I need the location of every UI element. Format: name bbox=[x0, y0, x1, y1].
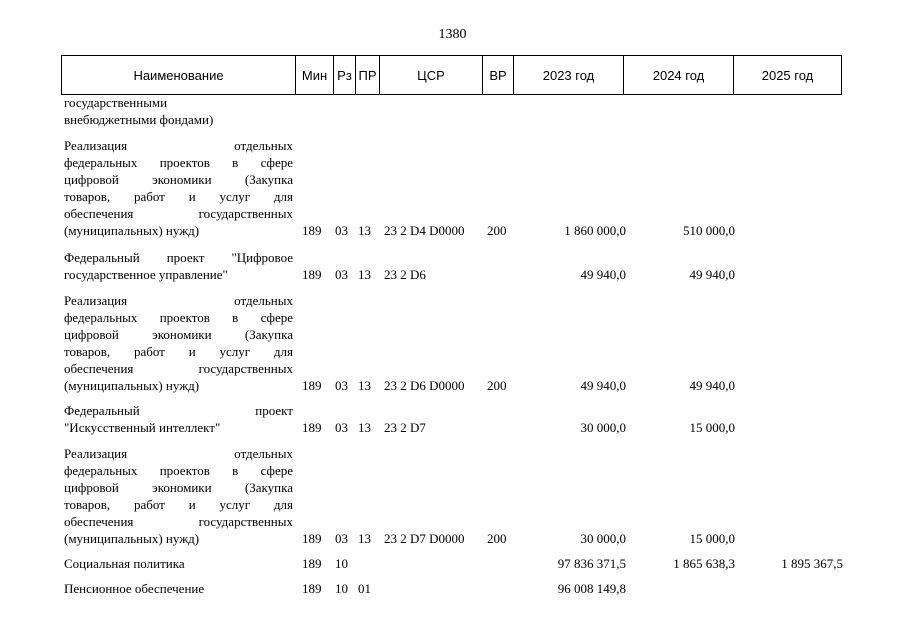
page-number: 1380 bbox=[438, 27, 467, 42]
cell-y2024: 49 940,0 bbox=[689, 378, 735, 393]
cell-vr: 200 bbox=[487, 378, 507, 393]
row-name-line: обеспечения государственных bbox=[64, 206, 293, 221]
row-name bbox=[64, 292, 293, 394]
row-name-line: товаров, работ и услуг для bbox=[64, 189, 293, 204]
header-2023: 2023 год bbox=[514, 56, 624, 94]
header-2025: 2025 год bbox=[761, 67, 814, 83]
row-name-line: (муниципальных) нужд) bbox=[64, 378, 200, 393]
row-name-line: федеральных проектов в сфере bbox=[64, 155, 293, 170]
header-name: Наименование bbox=[62, 56, 296, 94]
cell-csr: 23 2 D7 D0000 bbox=[384, 531, 465, 546]
row-name-line: Социальная политика bbox=[64, 556, 185, 571]
cell-rz: 03 bbox=[335, 267, 348, 282]
cell-pr: 13 bbox=[358, 378, 371, 393]
row-name-line: обеспечения государственных bbox=[64, 514, 293, 529]
row-name-line: товаров, работ и услуг для bbox=[64, 497, 293, 512]
cell-csr: 23 2 D6 bbox=[384, 267, 426, 282]
header-min: Мин bbox=[296, 56, 334, 94]
row-name bbox=[64, 580, 293, 597]
cell-y2024: 15 000,0 bbox=[689, 420, 735, 435]
cell-min: 189 bbox=[302, 581, 322, 596]
cell-y2023: 30 000,0 bbox=[580, 420, 626, 435]
cell-pr: 13 bbox=[358, 267, 371, 282]
cell-min: 189 bbox=[302, 556, 322, 571]
header-vr: ВР bbox=[483, 56, 514, 94]
row-name bbox=[64, 402, 293, 436]
row-name-line: (муниципальных) нужд) bbox=[64, 531, 200, 546]
cell-rz: 03 bbox=[335, 378, 348, 393]
cell-pr: 13 bbox=[358, 531, 371, 546]
row-name bbox=[64, 445, 293, 547]
cell-vr: 200 bbox=[487, 223, 507, 238]
row-name-line: Федеральный проект bbox=[64, 403, 293, 418]
row-name bbox=[64, 249, 293, 283]
cell-y2023: 1 860 000,0 bbox=[564, 223, 626, 238]
header-rz: Рз bbox=[334, 56, 356, 94]
row-name-line: "Искусственный интеллект" bbox=[64, 420, 221, 435]
cell-rz: 03 bbox=[335, 531, 348, 546]
row-name-line: цифровой экономики (Закупка bbox=[64, 172, 293, 187]
cell-y2024: 15 000,0 bbox=[689, 531, 735, 546]
row-name-line: внебюджетными фондами) bbox=[64, 112, 214, 127]
row-name-line: товаров, работ и услуг для bbox=[64, 344, 293, 359]
cell-rz: 03 bbox=[335, 420, 348, 435]
cell-y2023: 97 836 371,5 bbox=[557, 556, 626, 571]
row-name-line: (муниципальных) нужд) bbox=[64, 223, 200, 238]
header-pr: ПР bbox=[356, 56, 380, 94]
cell-y2023: 30 000,0 bbox=[580, 531, 626, 546]
cell-pr: 01 bbox=[358, 581, 371, 596]
row-name-line: Реализация отдельных bbox=[64, 446, 293, 461]
cell-y2023: 49 940,0 bbox=[580, 267, 626, 282]
row-name bbox=[64, 555, 293, 572]
row-name-line: Реализация отдельных bbox=[64, 138, 293, 153]
cell-min: 189 bbox=[302, 267, 322, 282]
cell-csr: 23 2 D7 bbox=[384, 420, 426, 435]
row-name-line: федеральных проектов в сфере bbox=[64, 310, 293, 325]
table-header bbox=[61, 55, 842, 95]
row-name-line: обеспечения государственных bbox=[64, 361, 293, 376]
cell-min: 189 bbox=[302, 420, 322, 435]
row-name-line: Федеральный проект "Цифровое bbox=[64, 250, 293, 265]
cell-y2024: 510 000,0 bbox=[683, 223, 735, 238]
cell-csr: 23 2 D6 D0000 bbox=[384, 378, 465, 393]
cell-rz: 03 bbox=[335, 223, 348, 238]
cell-rz: 10 bbox=[335, 556, 348, 571]
cell-pr: 13 bbox=[358, 223, 371, 238]
row-name-line: государственное управление" bbox=[64, 267, 228, 282]
cell-min: 189 bbox=[302, 531, 322, 546]
header-csr: ЦСР bbox=[380, 56, 483, 94]
row-name-line: цифровой экономики (Закупка bbox=[64, 327, 293, 342]
header-2024: 2024 год bbox=[624, 56, 734, 94]
row-name-line: Реализация отдельных bbox=[64, 293, 293, 308]
row-name-line: федеральных проектов в сфере bbox=[64, 463, 293, 478]
row-name bbox=[64, 94, 293, 128]
row-name bbox=[64, 137, 293, 239]
cell-min: 189 bbox=[302, 378, 322, 393]
cell-y2025: 1 895 367,5 bbox=[781, 556, 843, 571]
cell-min: 189 bbox=[302, 223, 322, 238]
cell-csr: 23 2 D4 D0000 bbox=[384, 223, 465, 238]
cell-pr: 13 bbox=[358, 420, 371, 435]
cell-y2023: 96 008 149,8 bbox=[557, 581, 626, 596]
cell-y2024: 1 865 638,3 bbox=[673, 556, 735, 571]
row-name-line: цифровой экономики (Закупка bbox=[64, 480, 293, 495]
row-name-line: Пенсионное обеспечение bbox=[64, 581, 205, 596]
cell-vr: 200 bbox=[487, 531, 507, 546]
cell-y2024: 49 940,0 bbox=[689, 267, 735, 282]
row-name-line: государственными bbox=[64, 95, 168, 110]
cell-y2023: 49 940,0 bbox=[580, 378, 626, 393]
cell-rz: 10 bbox=[335, 581, 348, 596]
